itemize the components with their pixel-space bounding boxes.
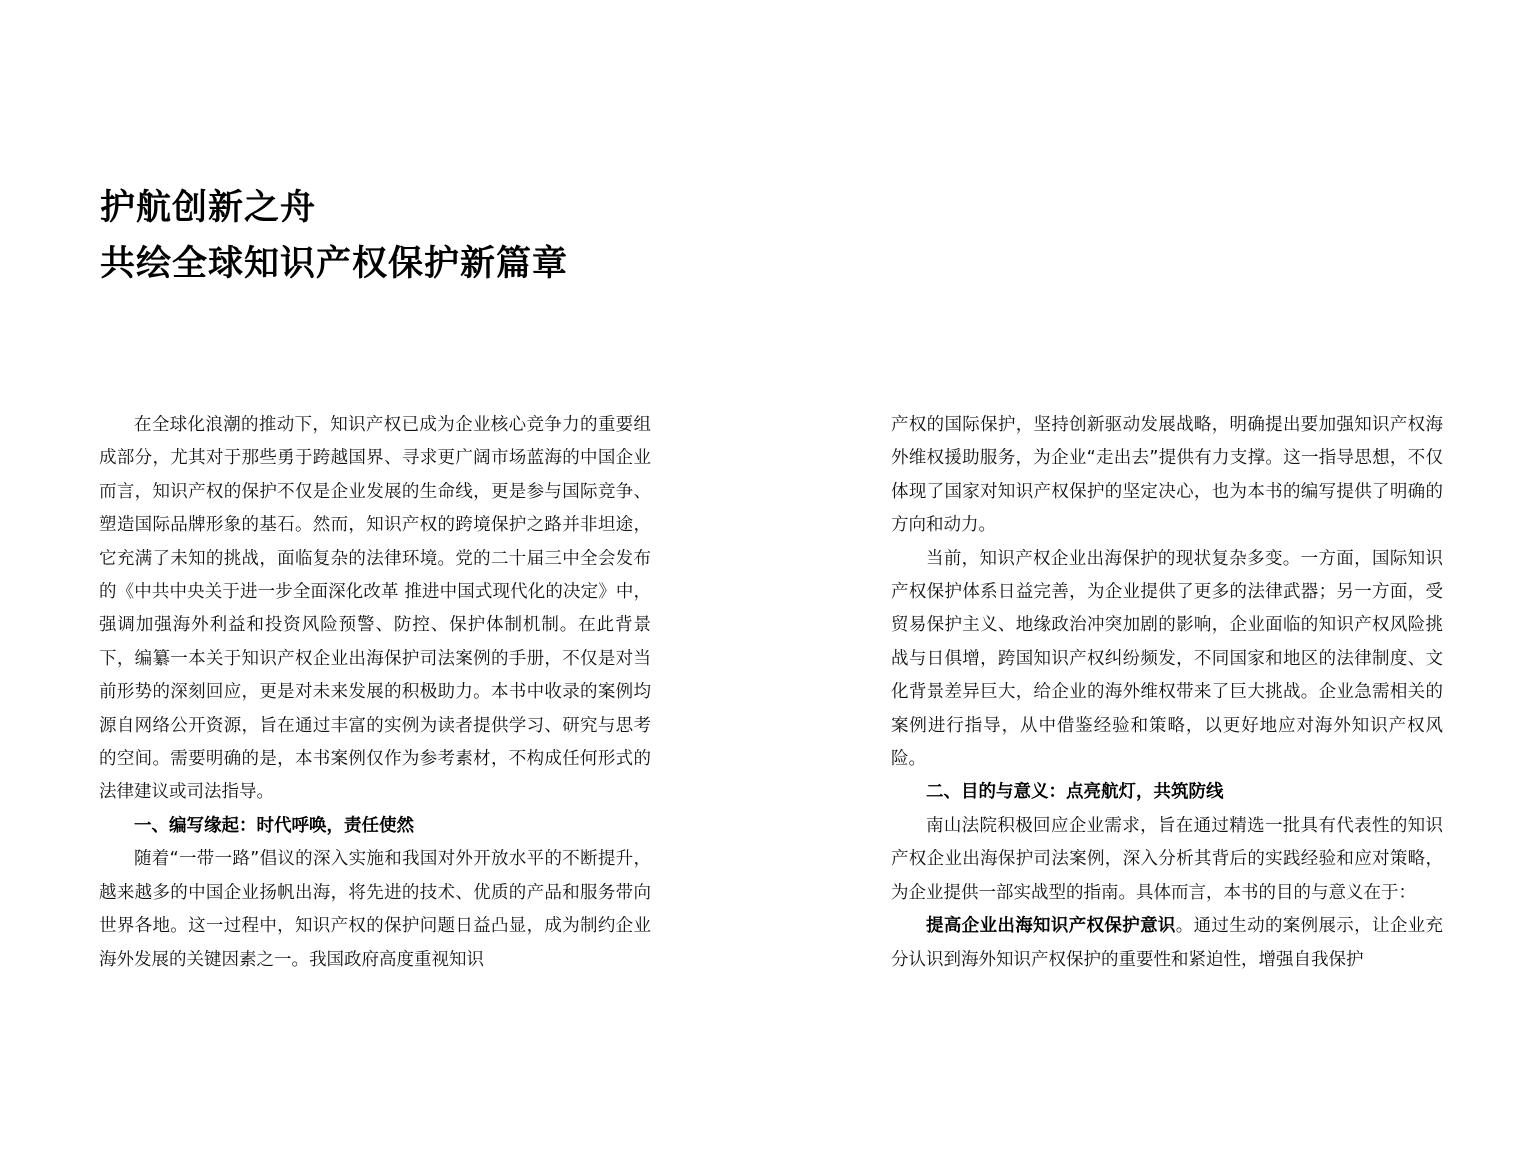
awareness-paragraph <box>891 910 1443 977</box>
background-paragraph-continued: 产权的国际保护，坚持创新驱动发展战略，明确提出要加强知识产权海外维权援助服务，为企业“走出去”提供有力支撑。这一指导思想，不仅体现了国家对知识产权保护的坚定决心，也为本书的编写提供了明确的方向和动力。 <box>891 415 1443 536</box>
purpose-paragraph: 南山法院积极回应企业需求，旨在通过精选一批具有代表性的知识产权企业出海保护司法案例，深入分析其背后的实践经验和应对策略，为企业提供一部实战型的指南。具体而言，本书的目的与意义在于： <box>891 815 1443 903</box>
left-column <box>99 409 651 977</box>
intro-paragraph: 在全球化浪潮的推动下，知识产权已成为企业核心竞争力的重要组成部分，尤其对于那些勇于跨越国界、寻求更广阔市场蓝海的中国企业而言，知识产权的保护不仅是企业发展的生命线，更是参与国际竞争、塑造国际品牌形象的基石。然而，知识产权的跨境保护之路并非坦途，它充满了未知的挑战，面临复杂的法律环境。党的二十届三中全会发布的《中共中央关于进一步全面深化改革 推进中国式现代化的决定》中，强调加强海外利益和投资风险预警、防控、保护体制机制。在此背景下，编纂一本关于知识产权企业出海保护司法案例的手册，不仅是对当前形势的深刻回应，更是对未来发展的积极助力。本书中收录的案例均源自网络公开资源，旨在通过丰富的实例为读者提供学习、研究与思考的空间。需要明确的是，本书案例仅作为参考素材，不构成任何形式的法律建议或司法指导。 <box>99 415 651 803</box>
background-paragraph: 随着“一带一路”倡议的深入实施和我国对外开放水平的不断提升，越来越多的中国企业扬帆出海，将先进的技术、优质的产品和服务带向世界各地。这一过程中，知识产权的保护问题日益凸显，成为制约企业海外发展的关键因素之一。我国政府高度重视知识 <box>99 849 651 970</box>
title-line-1: 护航创新之舟 <box>100 187 317 228</box>
right-column <box>891 409 1443 977</box>
awareness-text: 。通过生动的案例展示，让企业充分认识到海外知识产权保护的重要性和紧迫性，增强自我保护 <box>891 916 1443 970</box>
awareness-lead: 提高企业出海知识产权保护意识 <box>926 916 1176 937</box>
page-title <box>100 180 800 292</box>
section-heading-1: 一、编写缘起：时代呼唤，责任使然 <box>134 815 414 836</box>
section-heading-2: 二、目的与意义：点亮航灯，共筑防线 <box>926 782 1224 803</box>
title-line-2: 共绘全球知识产权保护新篇章 <box>100 243 569 284</box>
current-situation-paragraph: 当前，知识产权企业出海保护的现状复杂多变。一方面，国际知识产权保护体系日益完善，为企业提供了更多的法律武器；另一方面，受贸易保护主义、地缘政治冲突加剧的影响，企业面临的知识产权风险挑战与日俱增，跨国知识产权纠纷频发，不同国家和地区的法律制度、文化背景差异巨大，给企业的海外维权带来了巨大挑战。企业急需相关的案例进行指导，从中借鉴经验和策略，以更好地应对海外知识产权风险。 <box>891 548 1443 770</box>
